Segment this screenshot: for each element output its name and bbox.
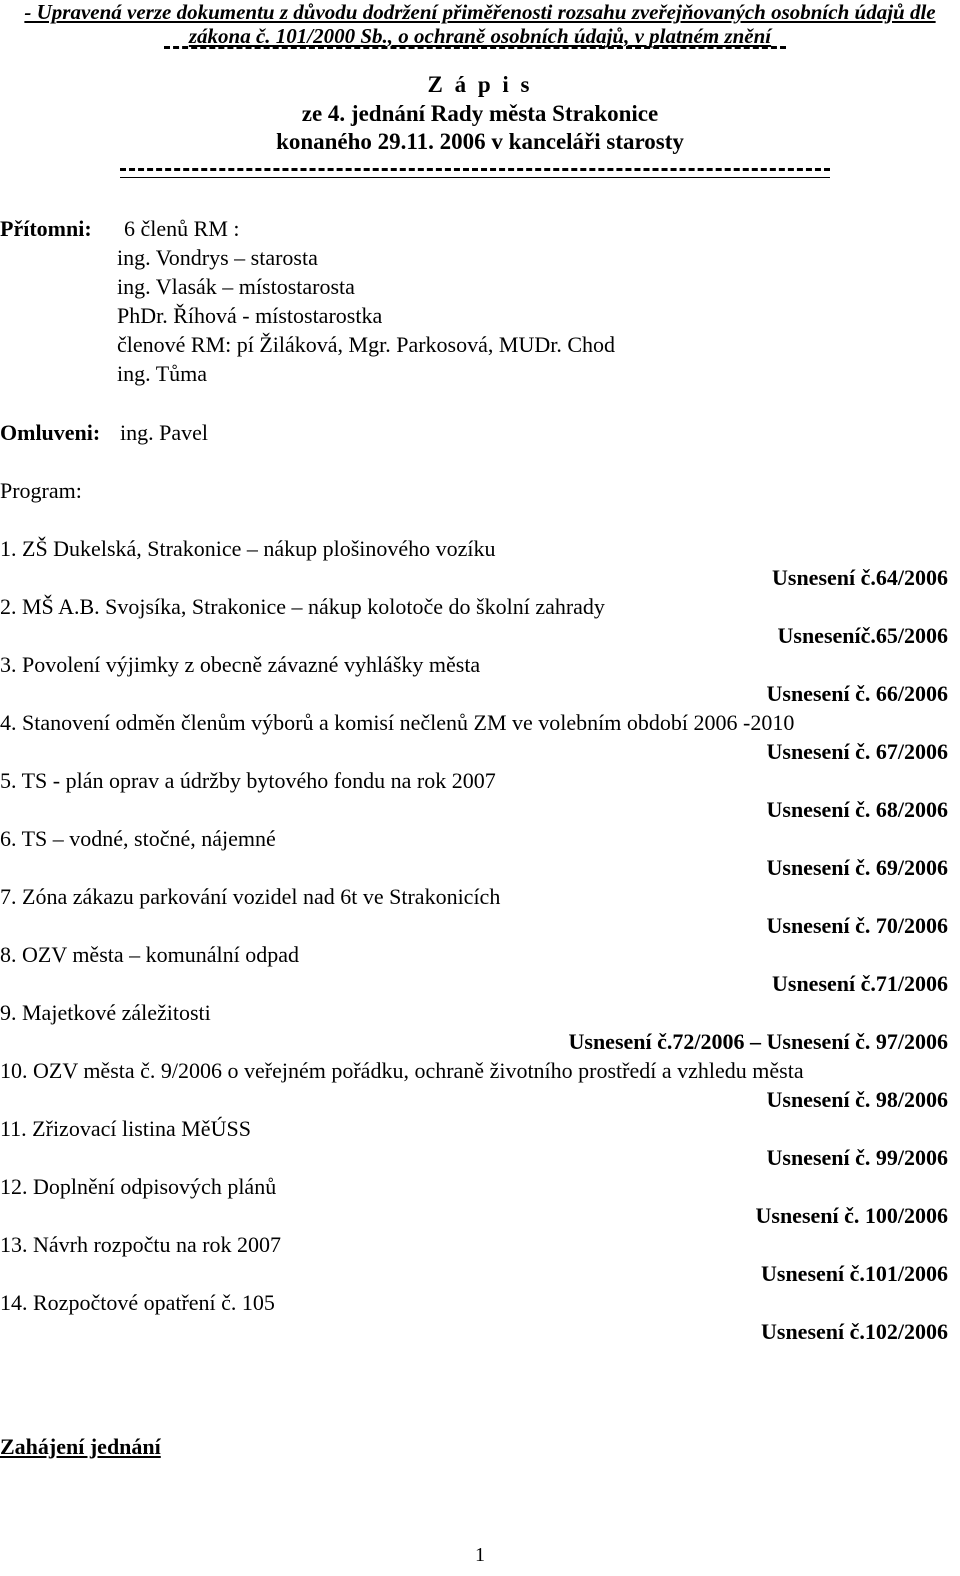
program-item: 9. Majetkové záležitosti bbox=[0, 1000, 211, 1025]
present-label: Přítomni: bbox=[0, 216, 92, 241]
program-item: 5. TS - plán oprav a údržby bytového fondu na rok 2007 bbox=[0, 768, 496, 793]
privacy-notice-line-2: zákona č. 101/2000 Sb., o ochraně osobních údajů, v platném znění bbox=[188, 24, 772, 48]
member-line: PhDr. Říhová - místostarostka bbox=[117, 303, 383, 328]
present-count: 6 členů RM : bbox=[124, 216, 240, 241]
program-item: 3. Povolení výjimky z obecně závazné vyhlášky města bbox=[0, 652, 481, 677]
program-label: Program: bbox=[0, 478, 82, 503]
document-subtitle-meeting: ze 4. jednání Rady města Strakonice bbox=[301, 101, 659, 126]
dashed-divider-main bbox=[120, 168, 830, 178]
privacy-notice-line-1: - Upravená verze dokumentu z důvodu dodržení přiměřenosti rozsahu zveřejňovaných osobních údajů dle bbox=[24, 0, 936, 24]
excused-names: ing. Pavel bbox=[120, 420, 208, 445]
program-item: 10. OZV města č. 9/2006 o veřejném pořádku, ochraně životního prostředí a vzhledu města bbox=[0, 1058, 804, 1083]
resolution-ref: Usnesení č. 68/2006 bbox=[766, 797, 948, 822]
resolution-ref: Usnesení č. 67/2006 bbox=[766, 739, 948, 764]
program-item: 11. Zřizovací listina MěÚSS bbox=[0, 1116, 251, 1141]
program-item: 14. Rozpočtové opatření č. 105 bbox=[0, 1290, 275, 1315]
member-line: členové RM: pí Žiláková, Mgr. Parkosová, MUDr. Chod bbox=[117, 332, 616, 357]
program-item: 7. Zóna zákazu parkování vozidel nad 6t ve Strakonicích bbox=[0, 884, 501, 909]
resolution-ref: Usnesení č.101/2006 bbox=[761, 1261, 948, 1286]
document-title: Z á p i s bbox=[427, 72, 533, 97]
program-item: 6. TS – vodné, stočné, nájemné bbox=[0, 826, 276, 851]
program-item: 8. OZV města – komunální odpad bbox=[0, 942, 299, 967]
resolution-ref: Usnesení č. 99/2006 bbox=[766, 1145, 948, 1170]
document-subtitle-date: konaného 29.11. 2006 v kanceláři starosty bbox=[276, 129, 684, 154]
program-item: 12. Doplnění odpisových plánů bbox=[0, 1174, 277, 1199]
resolution-ref: Usnesení č. 98/2006 bbox=[766, 1087, 948, 1112]
resolution-ref: Usnesení č.71/2006 bbox=[772, 971, 948, 996]
resolution-ref: Usnesení č.102/2006 bbox=[761, 1319, 948, 1344]
program-item: 2. MŠ A.B. Svojsíka, Strakonice – nákup kolotoče do školní zahrady bbox=[0, 594, 605, 619]
resolution-ref: Usnesení č.72/2006 – Usnesení č. 97/2006 bbox=[568, 1029, 948, 1054]
program-item: 1. ZŠ Dukelská, Strakonice – nákup plošinového vozíku bbox=[0, 536, 496, 561]
program-item: 13. Návrh rozpočtu na rok 2007 bbox=[0, 1232, 282, 1257]
member-line: ing. Vondrys – starosta bbox=[117, 245, 318, 270]
dashed-divider-top bbox=[164, 46, 786, 55]
resolution-ref: Usnesení č. 70/2006 bbox=[766, 913, 948, 938]
member-line: ing. Tůma bbox=[117, 361, 208, 386]
resolution-ref: Usneseníč.65/2006 bbox=[777, 623, 948, 648]
resolution-ref: Usnesení č. 100/2006 bbox=[755, 1203, 948, 1228]
resolution-ref: Usnesení č.64/2006 bbox=[772, 565, 948, 590]
program-item: 4. Stanovení odměn členům výborů a komisí nečlenů ZM ve volebním období 2006 -2010 bbox=[0, 710, 795, 735]
page-number: 1 bbox=[475, 1544, 485, 1566]
member-line: ing. Vlasák – místostarosta bbox=[117, 274, 355, 299]
section-heading: Zahájení jednání bbox=[0, 1434, 161, 1459]
resolution-ref: Usnesení č. 69/2006 bbox=[766, 855, 948, 880]
resolution-ref: Usnesení č. 66/2006 bbox=[766, 681, 948, 706]
excused-label: Omluveni: bbox=[0, 420, 101, 445]
